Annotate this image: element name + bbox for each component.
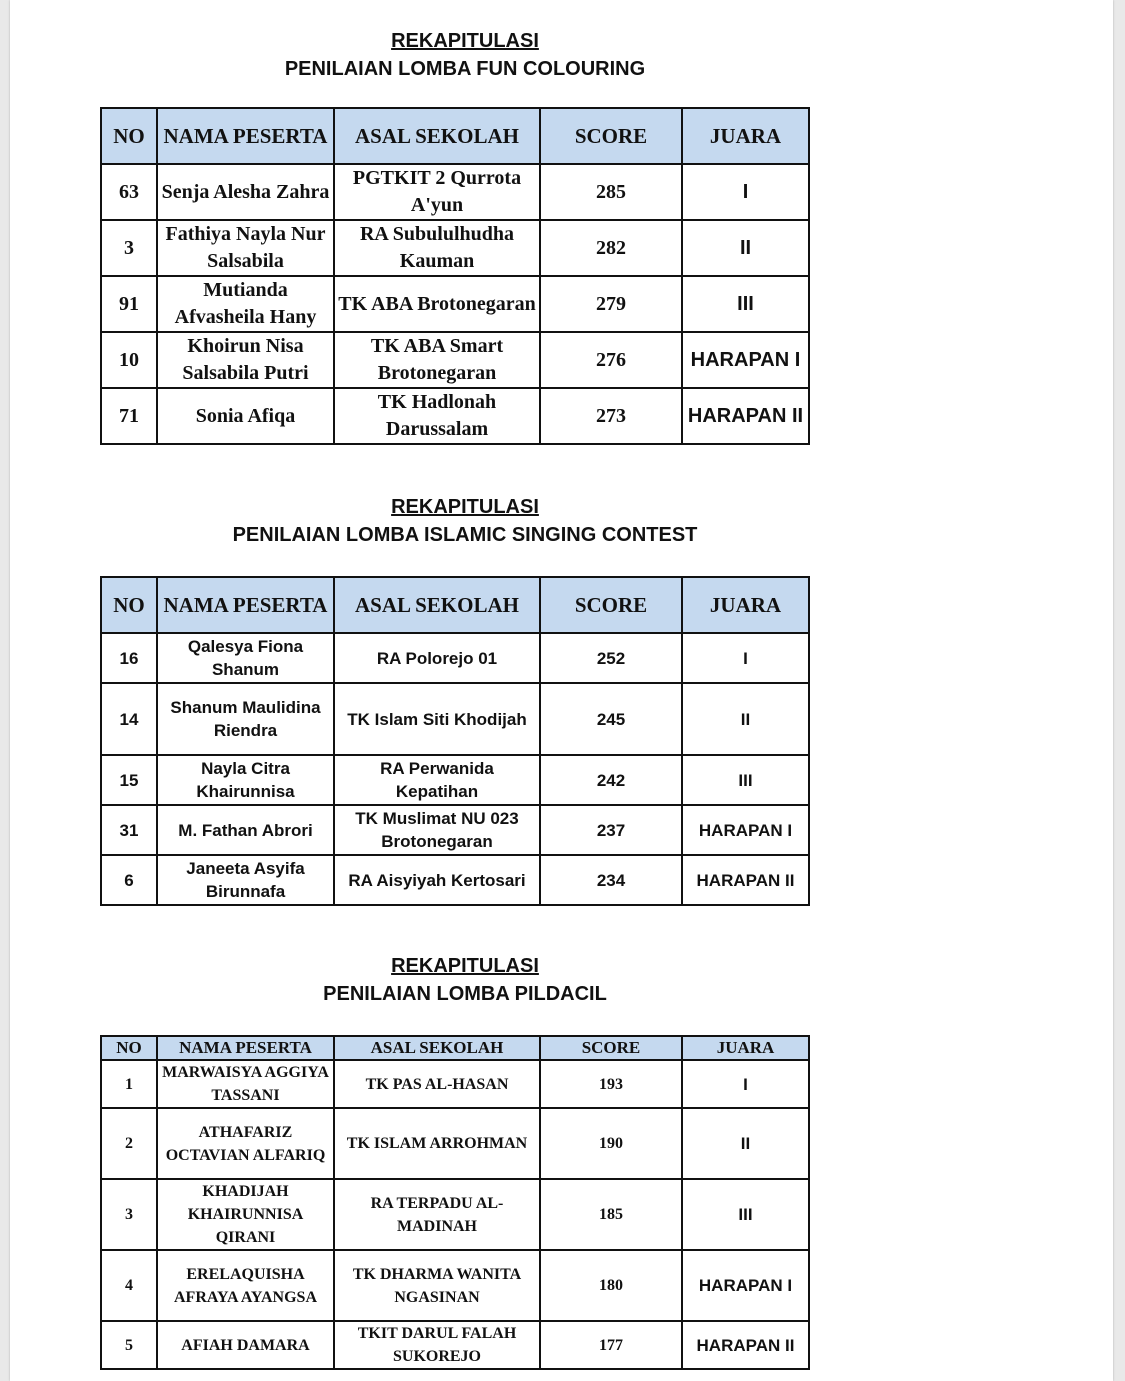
cell-nama: Khoirun Nisa Salsabila Putri — [157, 332, 334, 388]
cell-nama: Mutianda Afvasheila Hany — [157, 276, 334, 332]
cell-nama: Qalesya Fiona Shanum — [157, 633, 334, 683]
table-row — [101, 633, 809, 683]
cell-nama: M. Fathan Abrori — [157, 805, 334, 855]
cell-nama: Nayla Citra Khairunnisa — [157, 755, 334, 805]
cell-sekolah: TK Islam Siti Khodijah — [334, 683, 540, 755]
table-row — [101, 388, 809, 444]
cell-sekolah: RA Perwanida Kepatihan — [334, 755, 540, 805]
cell-no: 6 — [101, 855, 157, 905]
table-row — [101, 1060, 809, 1108]
cell-score: 245 — [540, 683, 682, 755]
header-asal-sekolah: ASAL SEKOLAH — [334, 1036, 540, 1060]
cell-score: 276 — [540, 332, 682, 388]
cell-no: 2 — [101, 1108, 157, 1179]
cell-sekolah: TK ISLAM ARROHMAN — [334, 1108, 540, 1179]
cell-juara: II — [682, 220, 809, 276]
cell-nama: Fathiya Nayla Nur Salsabila — [157, 220, 334, 276]
cell-nama: Janeeta Asyifa Birunnafa — [157, 855, 334, 905]
cell-juara: I — [682, 1060, 809, 1108]
cell-juara: HARAPAN II — [682, 855, 809, 905]
cell-sekolah: RA Polorejo 01 — [334, 633, 540, 683]
cell-nama: ERELAQUISHA AFRAYA AYANGSA — [157, 1250, 334, 1321]
cell-no: 15 — [101, 755, 157, 805]
cell-no: 1 — [101, 1060, 157, 1108]
cell-nama: AFIAH DAMARA — [157, 1321, 334, 1369]
table-header-row — [101, 108, 809, 164]
table-row — [101, 276, 809, 332]
cell-sekolah: RA TERPADU AL-MADINAH — [334, 1179, 540, 1250]
cell-no: 4 — [101, 1250, 157, 1321]
cell-juara: HARAPAN I — [682, 1250, 809, 1321]
table-row — [101, 1321, 809, 1369]
cell-sekolah: TK Hadlonah Darussalam — [334, 388, 540, 444]
header-asal-sekolah: ASAL SEKOLAH — [334, 577, 540, 633]
header-score: SCORE — [540, 577, 682, 633]
cell-juara: I — [682, 633, 809, 683]
cell-juara: III — [682, 755, 809, 805]
cell-score: 237 — [540, 805, 682, 855]
cell-no: 3 — [101, 220, 157, 276]
cell-no: 91 — [101, 276, 157, 332]
cell-juara: HARAPAN II — [682, 1321, 809, 1369]
section-heading-islamic-singing — [10, 493, 920, 549]
cell-nama: ATHAFARIZ OCTAVIAN ALFARIQ — [157, 1108, 334, 1179]
cell-score: 185 — [540, 1179, 682, 1250]
cell-nama: Sonia Afiqa — [157, 388, 334, 444]
cell-nama: KHADIJAH KHAIRUNNISA QIRANI — [157, 1179, 334, 1250]
header-juara: JUARA — [682, 108, 809, 164]
table-row — [101, 805, 809, 855]
header-score: SCORE — [540, 1036, 682, 1060]
cell-score: 242 — [540, 755, 682, 805]
header-juara: JUARA — [682, 1036, 809, 1060]
header-no: NO — [101, 108, 157, 164]
cell-sekolah: RA Aisyiyah Kertosari — [334, 855, 540, 905]
section-title: REKAPITULASI — [391, 496, 539, 518]
cell-no: 10 — [101, 332, 157, 388]
section-subtitle: PENILAIAN LOMBA ISLAMIC SINGING CONTEST — [232, 524, 698, 546]
header-asal-sekolah: ASAL SEKOLAH — [334, 108, 540, 164]
cell-no: 16 — [101, 633, 157, 683]
cell-sekolah: PGTKIT 2 Qurrota A'yun — [334, 164, 540, 220]
cell-sekolah: TK ABA Brotonegaran — [334, 276, 540, 332]
section-subtitle: PENILAIAN LOMBA PILDACIL — [323, 983, 607, 1005]
cell-score: 279 — [540, 276, 682, 332]
cell-no: 14 — [101, 683, 157, 755]
cell-sekolah: TK PAS AL-HASAN — [334, 1060, 540, 1108]
section-title: REKAPITULASI — [391, 30, 539, 52]
cell-sekolah: TKIT DARUL FALAH SUKOREJO — [334, 1321, 540, 1369]
table-row — [101, 755, 809, 805]
cell-nama: MARWAISYA AGGIYA TASSANI — [157, 1060, 334, 1108]
section-heading-pildacil — [10, 952, 920, 1008]
cell-juara: HARAPAN I — [682, 805, 809, 855]
header-juara: JUARA — [682, 577, 809, 633]
cell-sekolah: RA Subululhudha Kauman — [334, 220, 540, 276]
header-nama-peserta: NAMA PESERTA — [157, 577, 334, 633]
cell-nama: Shanum Maulidina Riendra — [157, 683, 334, 755]
cell-juara: III — [682, 276, 809, 332]
header-no: NO — [101, 577, 157, 633]
table-row — [101, 855, 809, 905]
cell-score: 180 — [540, 1250, 682, 1321]
results-table-fun-colouring — [100, 107, 810, 445]
cell-score: 282 — [540, 220, 682, 276]
header-no: NO — [101, 1036, 157, 1060]
cell-score: 252 — [540, 633, 682, 683]
cell-score: 234 — [540, 855, 682, 905]
cell-score: 177 — [540, 1321, 682, 1369]
cell-score: 273 — [540, 388, 682, 444]
cell-juara: I — [682, 164, 809, 220]
cell-juara: HARAPAN I — [682, 332, 809, 388]
cell-sekolah: TK ABA Smart Brotonegaran — [334, 332, 540, 388]
cell-sekolah: TK DHARMA WANITA NGASINAN — [334, 1250, 540, 1321]
cell-no: 63 — [101, 164, 157, 220]
cell-no: 3 — [101, 1179, 157, 1250]
table-row — [101, 683, 809, 755]
cell-no: 31 — [101, 805, 157, 855]
table-row — [101, 1250, 809, 1321]
cell-juara: III — [682, 1179, 809, 1250]
cell-score: 285 — [540, 164, 682, 220]
header-nama-peserta: NAMA PESERTA — [157, 1036, 334, 1060]
results-table-pildacil — [100, 1035, 810, 1370]
cell-juara: II — [682, 683, 809, 755]
section-title: REKAPITULASI — [391, 955, 539, 977]
cell-nama: Senja Alesha Zahra — [157, 164, 334, 220]
cell-no: 5 — [101, 1321, 157, 1369]
section-heading-fun-colouring — [10, 27, 920, 83]
table-row — [101, 332, 809, 388]
cell-juara: II — [682, 1108, 809, 1179]
table-header-row — [101, 577, 809, 633]
section-subtitle: PENILAIAN LOMBA FUN COLOURING — [284, 58, 646, 80]
table-header-row — [101, 1036, 809, 1060]
cell-score: 190 — [540, 1108, 682, 1179]
cell-sekolah: TK Muslimat NU 023 Brotonegaran — [334, 805, 540, 855]
table-row — [101, 164, 809, 220]
table-row — [101, 1179, 809, 1250]
cell-score: 193 — [540, 1060, 682, 1108]
results-table-islamic-singing — [100, 576, 810, 906]
header-score: SCORE — [540, 108, 682, 164]
table-row — [101, 220, 809, 276]
cell-no: 71 — [101, 388, 157, 444]
document-page — [10, 0, 1113, 1381]
table-row — [101, 1108, 809, 1179]
header-nama-peserta: NAMA PESERTA — [157, 108, 334, 164]
cell-juara: HARAPAN II — [682, 388, 809, 444]
